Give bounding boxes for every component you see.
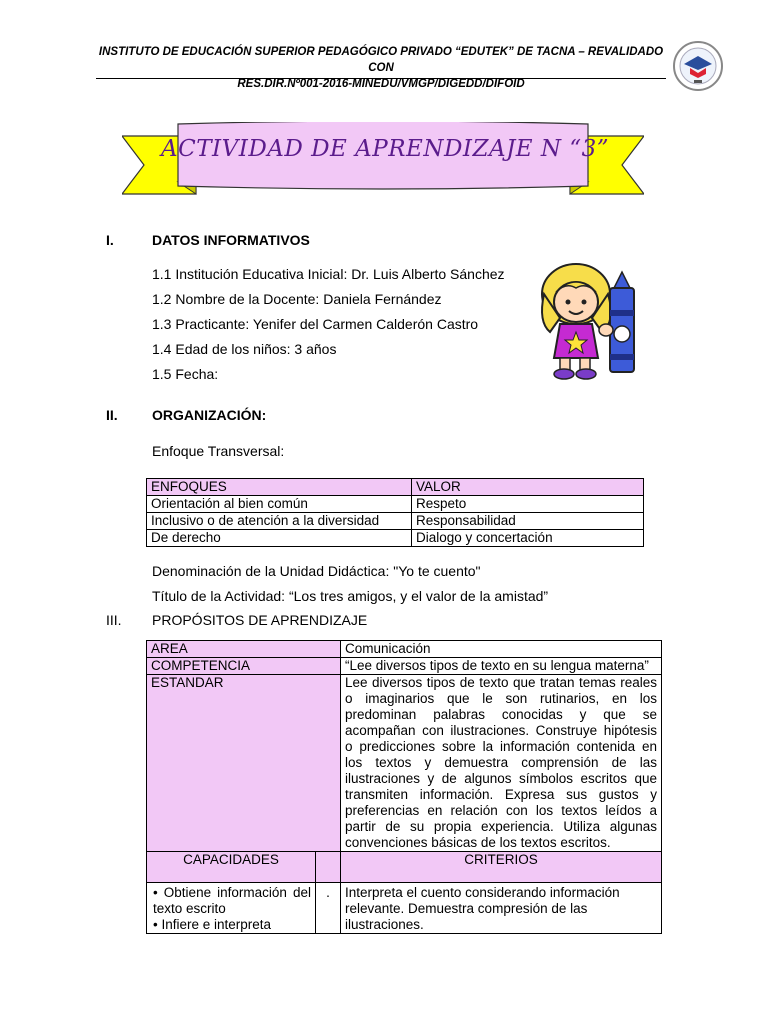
enfoque-label: Enfoque Transversal:	[152, 443, 285, 459]
table-row-estandar	[147, 675, 662, 852]
institution-header	[96, 44, 666, 92]
table-row	[147, 496, 644, 513]
section-1-title: DATOS INFORMATIVOS	[152, 232, 310, 248]
criterio-value: Interpreta el cuento considerando información relevante. Demuestra compresión de las ilustraciones.	[341, 883, 662, 934]
estandar-label: ESTANDAR	[147, 675, 341, 852]
area-value: Comunicación	[341, 641, 662, 658]
mid-mark: .	[316, 883, 341, 934]
header-line-1: INSTITUTO DE EDUCACIÓN SUPERIOR PEDAGÓGICO PRIVADO “EDUTEK” DE TACNA – REVALIDADO CON	[98, 46, 664, 74]
activity-title: ACTIVIDAD DE APRENDIZAJE N “3”	[160, 136, 609, 162]
table-row	[147, 513, 644, 530]
estandar-value: Lee diversos tipos de texto que tratan temas reales o imaginarios que le son rutinarios, en los predominan palabras conocidas y que se acompañan con ilustraciones. Construye hipótesis o predicciones sobre la información contenida en los textos y demuestra comprensión de las ilustraciones y de algunos símbolos escritos que transmiten información. Expresa sus gustos y preferencias en relación con los textos leídos a partir de su propia experiencia. Utiliza algunas convenciones básicas de los textos escritos.	[341, 675, 662, 852]
capacidades-header: CAPACIDADES	[147, 852, 316, 883]
header-valor: VALOR	[412, 479, 644, 496]
header-rule	[96, 78, 666, 79]
enfoque-cell: Orientación al bien común	[147, 496, 412, 513]
competencia-value: “Lee diversos tipos de texto en su lengua materna”	[341, 658, 662, 675]
info-item-age: 1.4 Edad de los niños: 3 años	[152, 341, 337, 357]
titulo-actividad: Título de la Actividad: “Los tres amigos, y el valor de la amistad”	[152, 588, 549, 604]
capacidades-list	[147, 883, 316, 934]
section-2-number: II.	[106, 407, 118, 423]
criterios-header: CRITERIOS	[341, 852, 662, 883]
list-item: • Obtiene información del texto escrito	[153, 885, 311, 916]
table-row-capacidades-header	[147, 852, 662, 883]
competencia-label: COMPETENCIA	[147, 658, 341, 675]
info-item-practicante: 1.3 Practicante: Yenifer del Carmen Calderón Castro	[152, 316, 479, 332]
section-2-title: ORGANIZACIÓN:	[152, 407, 267, 423]
enfoque-cell: Inclusivo o de atención a la diversidad	[147, 513, 412, 530]
table-row-competencia	[147, 658, 662, 675]
info-item-date: 1.5 Fecha:	[152, 366, 219, 382]
header-line-2: RES.DIR.Nº001-2016-MINEDU/VMGP/DIGEDD/DIFOID	[237, 78, 525, 90]
valor-cell: Responsabilidad	[412, 513, 644, 530]
table-header-row	[147, 479, 644, 496]
list-item: • Infiere e interpreta	[153, 917, 272, 932]
institution-seal-logo	[672, 40, 724, 92]
enfoques-table	[146, 478, 644, 547]
section-1-number: I.	[106, 232, 114, 248]
enfoque-cell: De derecho	[147, 530, 412, 547]
table-row-capacidades	[147, 883, 662, 934]
section-3-title: PROPÓSITOS DE APRENDIZAJE	[152, 612, 368, 628]
title-ribbon-banner	[122, 122, 644, 208]
table-row	[147, 530, 644, 547]
info-item-teacher: 1.2 Nombre de la Docente: Daniela Fernández	[152, 291, 442, 307]
valor-cell: Dialogo y concertación	[412, 530, 644, 547]
header-enfoques: ENFOQUES	[147, 479, 412, 496]
valor-cell: Respeto	[412, 496, 644, 513]
propositos-table	[146, 640, 662, 934]
table-row-area	[147, 641, 662, 658]
unidad-didactica: Denominación de la Unidad Didáctica: "Yo te cuento"	[152, 563, 481, 579]
section-3-number: III.	[106, 612, 122, 628]
area-label: AREA	[147, 641, 341, 658]
spacer-cell	[316, 852, 341, 883]
info-item-institution: 1.1 Institución Educativa Inicial: Dr. Luis Alberto Sánchez	[152, 266, 505, 282]
girl-with-crayon-illustration	[536, 258, 644, 380]
